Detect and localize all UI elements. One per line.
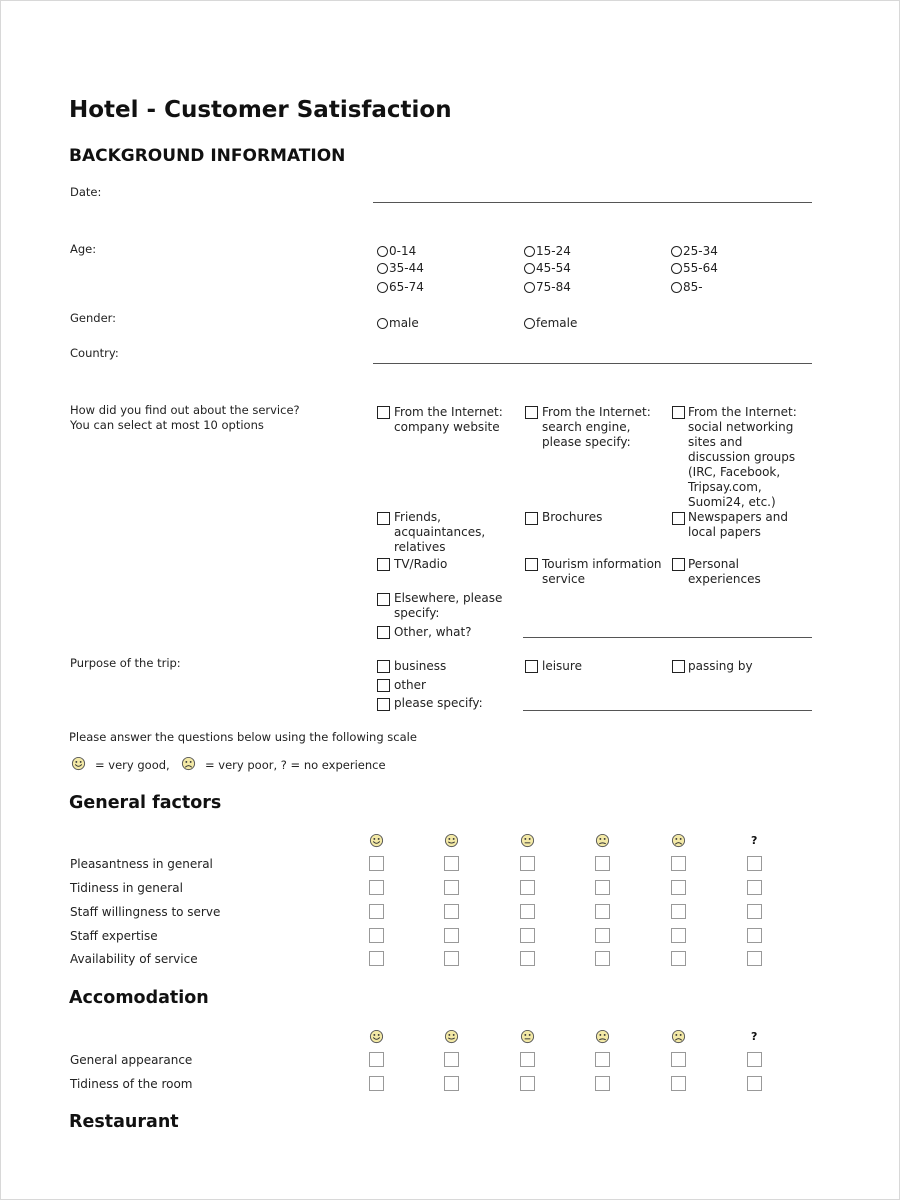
- rating-row-label: Tidiness of the room: [70, 1077, 193, 1091]
- age-label: Age:: [70, 242, 97, 256]
- no-experience-header: ?: [751, 834, 758, 847]
- rating-checkbox[interactable]: [671, 880, 686, 895]
- source-option: Newspapers and local papers: [688, 510, 788, 539]
- rating-checkbox[interactable]: [369, 880, 384, 895]
- rating-checkbox[interactable]: [671, 928, 686, 943]
- very-poor-smiley-icon: [181, 756, 196, 771]
- rating-checkbox[interactable]: [520, 904, 535, 919]
- rating-row-label: Tidiness in general: [70, 881, 183, 895]
- radio-icon[interactable]: [524, 246, 535, 257]
- age-option[interactable]: 65-74: [377, 280, 424, 295]
- checkbox[interactable]: [525, 558, 538, 571]
- rating-checkbox[interactable]: [444, 1052, 459, 1067]
- radio-icon[interactable]: [377, 282, 388, 293]
- scale-poor-text: = very poor, ? = no experience: [205, 758, 386, 772]
- rating-checkbox[interactable]: [747, 1076, 762, 1091]
- very-good-smiley-icon: [71, 756, 86, 771]
- radio-icon[interactable]: [671, 246, 682, 257]
- rating-checkbox[interactable]: [444, 880, 459, 895]
- purpose-option: other: [394, 678, 426, 692]
- age-option[interactable]: 85-: [671, 280, 703, 295]
- source-option: TV/Radio: [394, 557, 448, 571]
- rating-checkbox[interactable]: [595, 928, 610, 943]
- purpose-label: Purpose of the trip:: [70, 656, 181, 670]
- rating-checkbox[interactable]: [671, 1052, 686, 1067]
- page-title: Hotel - Customer Satisfaction: [69, 97, 452, 123]
- rating-checkbox[interactable]: [671, 951, 686, 966]
- good-smiley-icon: [444, 1029, 459, 1044]
- very-poor-smiley-icon: [671, 833, 686, 848]
- radio-icon[interactable]: [377, 318, 388, 329]
- checkbox[interactable]: [672, 660, 685, 673]
- group-heading: Restaurant: [69, 1112, 179, 1132]
- radio-icon[interactable]: [524, 282, 535, 293]
- gender-label: Gender:: [70, 311, 117, 325]
- checkbox[interactable]: [377, 679, 390, 692]
- rating-checkbox[interactable]: [520, 928, 535, 943]
- checkbox[interactable]: [377, 660, 390, 673]
- no-experience-header: ?: [751, 1030, 758, 1043]
- purpose-option: business: [394, 659, 447, 673]
- source-option: Other, what?: [394, 625, 472, 639]
- checkbox[interactable]: [525, 660, 538, 673]
- rating-checkbox[interactable]: [444, 1076, 459, 1091]
- rating-checkbox[interactable]: [369, 904, 384, 919]
- checkbox[interactable]: [525, 512, 538, 525]
- age-option[interactable]: 35-44: [377, 261, 424, 276]
- group-heading: Accomodation: [69, 988, 209, 1008]
- date-label: Date:: [70, 185, 102, 199]
- checkbox[interactable]: [672, 558, 685, 571]
- source-option: From the Internet: company website: [394, 405, 503, 434]
- rating-checkbox[interactable]: [595, 1052, 610, 1067]
- gender-option[interactable]: male: [377, 316, 419, 331]
- rating-checkbox[interactable]: [520, 1052, 535, 1067]
- rating-checkbox[interactable]: [671, 856, 686, 871]
- checkbox[interactable]: [672, 512, 685, 525]
- checkbox[interactable]: [377, 593, 390, 606]
- rating-checkbox[interactable]: [595, 1076, 610, 1091]
- age-option[interactable]: 75-84: [524, 280, 571, 295]
- rating-checkbox[interactable]: [369, 856, 384, 871]
- radio-icon[interactable]: [377, 263, 388, 274]
- section-heading: BACKGROUND INFORMATION: [69, 146, 346, 166]
- age-option[interactable]: 25-34: [671, 244, 718, 259]
- rating-checkbox[interactable]: [369, 951, 384, 966]
- rating-checkbox[interactable]: [444, 856, 459, 871]
- checkbox[interactable]: [525, 406, 538, 419]
- checkbox[interactable]: [377, 698, 390, 711]
- purpose-option: passing by: [688, 659, 753, 673]
- source-option: From the Internet: search engine, please specify:: [542, 405, 651, 449]
- source-option: Friends, acquaintances, relatives: [394, 510, 486, 554]
- radio-icon[interactable]: [524, 318, 535, 329]
- rating-checkbox[interactable]: [671, 904, 686, 919]
- age-option[interactable]: 15-24: [524, 244, 571, 259]
- checkbox[interactable]: [672, 406, 685, 419]
- rating-checkbox[interactable]: [369, 1076, 384, 1091]
- purpose-option: please specify:: [394, 696, 483, 710]
- radio-icon[interactable]: [671, 263, 682, 274]
- source-option: Elsewhere, please specify:: [394, 591, 503, 620]
- rating-checkbox[interactable]: [595, 951, 610, 966]
- radio-icon[interactable]: [671, 282, 682, 293]
- rating-checkbox[interactable]: [444, 951, 459, 966]
- source-question: How did you find out about the service? You can select at most 10 options: [70, 403, 300, 432]
- rating-checkbox[interactable]: [747, 856, 762, 871]
- source-option: Brochures: [542, 510, 603, 524]
- rating-checkbox[interactable]: [747, 904, 762, 919]
- radio-icon[interactable]: [524, 263, 535, 274]
- scale-good-text: = very good,: [95, 758, 170, 772]
- checkbox[interactable]: [377, 558, 390, 571]
- neutral-smiley-icon: [520, 1029, 535, 1044]
- age-option[interactable]: 0-14: [377, 244, 416, 259]
- rating-checkbox[interactable]: [595, 904, 610, 919]
- radio-icon[interactable]: [377, 246, 388, 257]
- checkbox[interactable]: [377, 406, 390, 419]
- rating-checkbox[interactable]: [520, 880, 535, 895]
- date-input-line[interactable]: [373, 202, 812, 203]
- very-good-smiley-icon: [369, 833, 384, 848]
- rating-checkbox[interactable]: [369, 928, 384, 943]
- source-option: From the Internet: social networking sites and discussion groups (IRC, Facebook, Tripsay.com, Suomi24, etc.): [688, 405, 797, 509]
- purpose-specify-line[interactable]: [523, 710, 812, 711]
- very-poor-smiley-icon: [671, 1029, 686, 1044]
- neutral-smiley-icon: [520, 833, 535, 848]
- rating-checkbox[interactable]: [369, 1052, 384, 1067]
- rating-checkbox[interactable]: [747, 951, 762, 966]
- rating-row-label: Pleasantness in general: [70, 857, 213, 871]
- very-good-smiley-icon: [369, 1029, 384, 1044]
- rating-row-label: Availability of service: [70, 952, 198, 966]
- rating-checkbox[interactable]: [671, 1076, 686, 1091]
- other-input-line[interactable]: [523, 637, 812, 638]
- poor-smiley-icon: [595, 833, 610, 848]
- purpose-option: leisure: [542, 659, 582, 673]
- rating-checkbox[interactable]: [520, 1076, 535, 1091]
- age-option[interactable]: 45-54: [524, 261, 571, 276]
- gender-option[interactable]: female: [524, 316, 577, 331]
- rating-checkbox[interactable]: [520, 856, 535, 871]
- source-option: Tourism information service: [542, 557, 662, 586]
- rating-checkbox[interactable]: [747, 1052, 762, 1067]
- rating-checkbox[interactable]: [595, 880, 610, 895]
- country-input-line[interactable]: [373, 363, 812, 364]
- source-option: Personal experiences: [688, 557, 761, 586]
- rating-checkbox[interactable]: [747, 928, 762, 943]
- scale-intro: Please answer the questions below using the following scale: [69, 730, 417, 744]
- rating-row-label: Staff willingness to serve: [70, 905, 221, 919]
- rating-row-label: Staff expertise: [70, 929, 158, 943]
- poor-smiley-icon: [595, 1029, 610, 1044]
- country-label: Country:: [70, 346, 119, 360]
- good-smiley-icon: [444, 833, 459, 848]
- rating-checkbox[interactable]: [444, 904, 459, 919]
- age-option[interactable]: 55-64: [671, 261, 718, 276]
- rating-checkbox[interactable]: [520, 951, 535, 966]
- rating-row-label: General appearance: [70, 1053, 193, 1067]
- checkbox[interactable]: [377, 626, 390, 639]
- group-heading: General factors: [69, 793, 222, 813]
- rating-checkbox[interactable]: [747, 880, 762, 895]
- rating-checkbox[interactable]: [444, 928, 459, 943]
- rating-checkbox[interactable]: [595, 856, 610, 871]
- checkbox[interactable]: [377, 512, 390, 525]
